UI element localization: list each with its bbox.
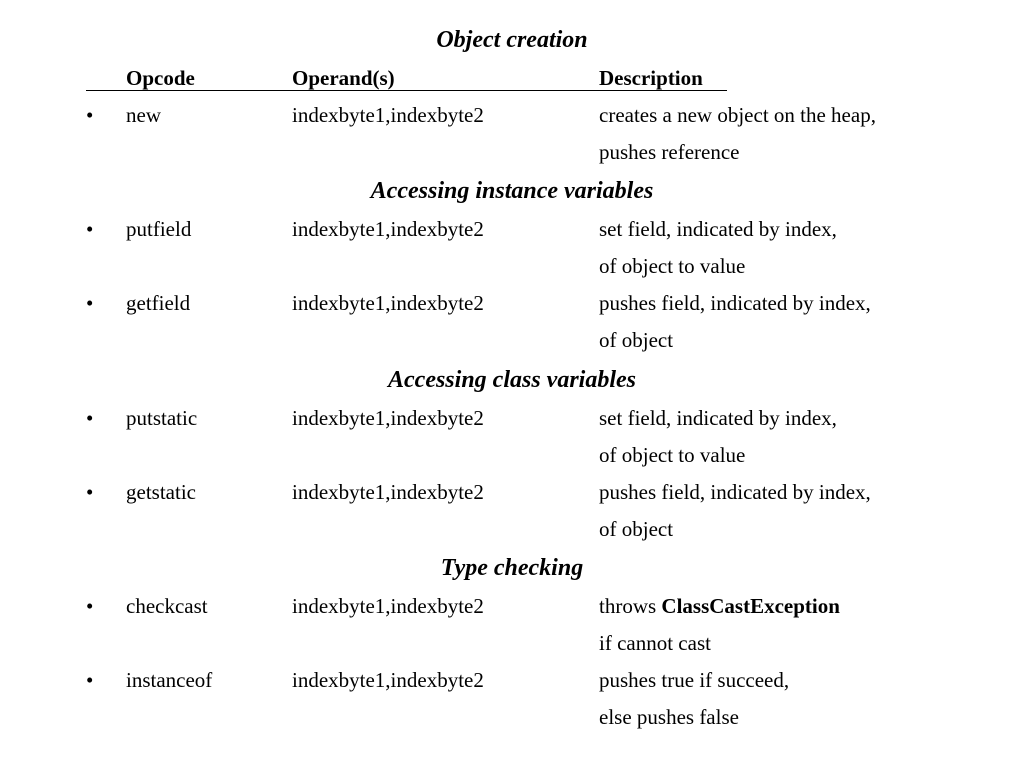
bullet: • — [86, 291, 94, 315]
bullet: • — [86, 406, 94, 430]
opcode-cell: new — [126, 103, 161, 127]
description-continued: pushes reference — [599, 140, 740, 164]
header-description: Description — [599, 66, 703, 90]
exception-name: ClassCastException — [661, 594, 840, 618]
section-title-instance-variables: Accessing instance variables — [370, 178, 654, 204]
section-title-class-variables: Accessing class variables — [388, 367, 636, 393]
description-continued: of object to value — [599, 443, 746, 467]
operands-cell: indexbyte1,indexbyte2 — [292, 291, 484, 315]
opcode-cell: instanceof — [126, 668, 213, 692]
operands-cell: indexbyte1,indexbyte2 — [292, 103, 484, 127]
opcode-cell: getfield — [126, 291, 191, 315]
header-operands: Operand(s) — [292, 66, 395, 90]
table-row-checkcast — [0, 588, 1024, 625]
opcode-cell: putstatic — [126, 406, 198, 430]
operands-cell: indexbyte1,indexbyte2 — [292, 594, 484, 618]
header-underline — [86, 90, 727, 91]
table-row-getstatic-continued — [0, 511, 1024, 548]
table-row-putstatic — [0, 400, 1024, 437]
table-row-new — [0, 97, 1024, 134]
table-row-putstatic-continued — [0, 437, 1024, 474]
opcode-cell: putfield — [126, 217, 192, 241]
description-cell: set field, indicated by index, — [599, 406, 837, 430]
opcode-cell: checkcast — [126, 594, 208, 618]
description-cell: pushes true if succeed, — [599, 668, 790, 692]
table-row-putfield-continued — [0, 248, 1024, 285]
description-continued: of object to value — [599, 254, 746, 278]
table-row-instanceof-continued — [0, 699, 1024, 736]
bullet: • — [86, 480, 94, 504]
table-row-putfield — [0, 211, 1024, 248]
table-row-checkcast-continued — [0, 625, 1024, 662]
header-opcode: Opcode — [126, 66, 195, 90]
description-cell: pushes field, indicated by index, — [599, 480, 871, 504]
bullet: • — [86, 217, 94, 241]
table-row-getfield-continued — [0, 322, 1024, 359]
operands-cell: indexbyte1,indexbyte2 — [292, 217, 484, 241]
description-cell — [599, 588, 840, 625]
description-continued: else pushes false — [599, 705, 739, 729]
description-cell: creates a new object on the heap, — [599, 103, 876, 127]
description-prefix: throws — [599, 594, 662, 618]
operands-cell: indexbyte1,indexbyte2 — [292, 668, 484, 692]
bullet: • — [86, 103, 94, 127]
bullet: • — [86, 668, 94, 692]
section-title-object-creation: Object creation — [436, 27, 588, 53]
opcode-cell: getstatic — [126, 480, 196, 504]
table-row-getstatic — [0, 474, 1024, 511]
operands-cell: indexbyte1,indexbyte2 — [292, 406, 484, 430]
description-continued: of object — [599, 517, 674, 541]
operands-cell: indexbyte1,indexbyte2 — [292, 480, 484, 504]
table-row-getfield — [0, 285, 1024, 322]
description-continued: if cannot cast — [599, 631, 711, 655]
description-continued: of object — [599, 328, 674, 352]
bullet: • — [86, 594, 94, 618]
description-cell: set field, indicated by index, — [599, 217, 837, 241]
section-title-type-checking: Type checking — [440, 555, 584, 581]
table-row-instanceof — [0, 662, 1024, 699]
table-row-new-continued — [0, 134, 1024, 171]
column-headers — [0, 60, 1024, 97]
description-cell: pushes field, indicated by index, — [599, 291, 871, 315]
